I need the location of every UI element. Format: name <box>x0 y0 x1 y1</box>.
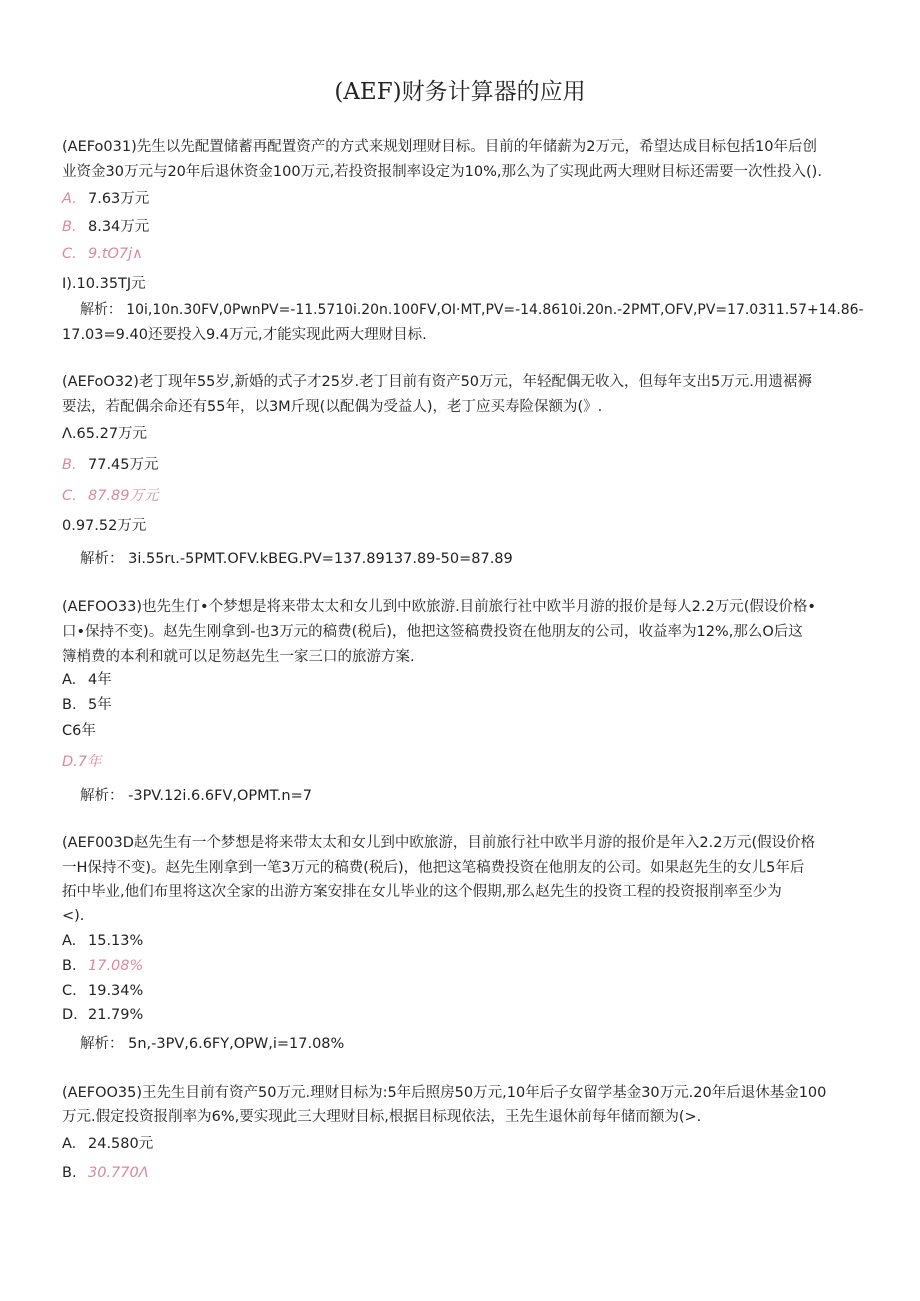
question-4-option-a <box>62 931 143 951</box>
option-text: 15.13% <box>88 933 144 949</box>
question-1-line-2: 业资金30万元与20年后退休资金100万元,若投资报制率设定为10%,那么为了实现此两大理财目标还需要一次性投入(). <box>62 164 822 180</box>
option-text: 5年 <box>88 697 112 713</box>
question-2-explanation: 解析： 3i.55rι.-5PMT.OFV.kBEG.PV=137.89137.89-50=87.89 <box>80 551 513 567</box>
question-3-option-a <box>62 670 112 690</box>
option-text: 87.89万元 <box>88 488 159 504</box>
question-4-option-d <box>62 1005 143 1025</box>
question-1-option-d <box>62 274 146 294</box>
option-key: B. <box>62 457 77 473</box>
question-1-line-1: (AEFo031)先生以先配置储蓄再配置资产的方式来规划理财目标。目前的年储薪为2万元，希望达成目标包括10年后创 <box>62 139 817 155</box>
option-text: D.7年 <box>62 754 102 770</box>
question-5-line-2: 万元.假定投资报削率为6%,要实现此三大理财目标,根据目标现依法，王先生退休前每年储而额为(>. <box>62 1109 702 1125</box>
option-text: 21.79% <box>88 1007 144 1023</box>
question-5-option-a <box>62 1134 153 1154</box>
question-1-option-c <box>62 244 143 264</box>
option-key: A. <box>62 191 77 207</box>
question-2-line-2: 要法，若配偶余命还有55年，以3M斤现(以配偶为受益人)，老丁应买寿险保额为(》. <box>62 399 603 415</box>
option-key: B. <box>62 219 77 235</box>
option-text: C6年 <box>62 723 96 739</box>
option-key: D. <box>62 1007 78 1023</box>
option-text: 30.770Λ <box>88 1165 149 1181</box>
question-3-option-c <box>62 721 96 741</box>
question-4-line-4: <). <box>62 908 85 924</box>
question-3-option-b <box>62 695 112 715</box>
question-3-line-2: 口•保持不变)。赵先生刚拿到-也3万元的稿费(税后)，他把这签稿费投资在他朋友的公司，收益率为12%,那么O后这 <box>62 624 803 640</box>
question-3-line-1: (AEFOO33)也先生仃•个梦想是将来带太太和女儿到中欧旅游.目前旅行社中欧半月游的报价是每人2.2万元(假设价格• <box>62 599 816 615</box>
question-2-option-c <box>62 486 159 506</box>
option-key: C. <box>62 246 77 262</box>
question-1-option-b <box>62 217 149 237</box>
question-5-line-1: (AEFOO35)王先生目前有资产50万元.理财目标为:5年后照房50万元,10年后子女留学基金30万元.20年后退休基金100 <box>62 1085 827 1101</box>
question-4-option-b <box>62 956 143 976</box>
option-text: 19.34% <box>88 983 144 999</box>
question-1-option-a <box>62 189 149 209</box>
option-text: I).10.35TJ元 <box>62 276 146 292</box>
question-3-option-d <box>62 752 102 772</box>
option-text: 7.63万元 <box>88 191 150 207</box>
page-title: (AEF)财务计算器的应用 <box>334 79 586 105</box>
question-2-line-1: (AEFoO32)老丁现年55岁,新婚的式子才25岁.老丁目前有资产50万元，年轻配偶无收入，但每年支出5万元.用遗裾褥 <box>62 374 812 390</box>
question-1-explanation-line-1: 解析： 10i,10n.30FV,0PwnPV=-11.5710i.20n.100FV,OI·MT,PV=-14.8610i.20n.-2PMT,OFV,PV=17.0311.57+14.86- <box>80 302 864 318</box>
option-key: A. <box>62 672 77 688</box>
option-text: 77.45万元 <box>88 457 159 473</box>
option-key: C. <box>62 983 77 999</box>
question-2-option-b <box>62 455 159 475</box>
question-4-line-3: 拓中毕业,他们布里将这次全家的出游方案安排在女儿毕业的这个假期,那么赵先生的投资工程的投资报削率至少为 <box>62 884 782 900</box>
option-key: B. <box>62 958 77 974</box>
option-text: 9.tO7j∧ <box>88 246 143 262</box>
question-4-option-c <box>62 981 143 1001</box>
question-4-line-2: 一H保持不变)。赵先生刚拿到一笔3万元的稿费(税后)，他把这笔稿费投资在他朋友的公司。如果赵先生的女儿5年后 <box>62 860 805 876</box>
option-text: 4年 <box>88 672 112 688</box>
option-key: B. <box>62 697 77 713</box>
option-text: Λ.65.27万元 <box>62 426 148 442</box>
option-text: 17.08% <box>88 958 144 974</box>
option-key: A. <box>62 933 77 949</box>
question-4-line-1: (AEF003D赵先生有一个梦想是将来带太太和女儿到中欧旅游，目前旅行社中欧半月游的报价是年入2.2万元(假设价格 <box>62 835 816 851</box>
option-key: C. <box>62 488 77 504</box>
question-3-explanation: 解析： -3PV.12i.6.6FV,OPMT.n=7 <box>80 788 312 804</box>
question-3-line-3: 簿梢费的本利和就可以足笏赵先生一家三口的旅游方案. <box>62 649 415 665</box>
option-text: 0.97.52万元 <box>62 518 147 534</box>
question-2-option-a <box>62 424 147 444</box>
option-text: 24.580元 <box>88 1136 154 1152</box>
question-4-explanation: 解析： 5n,-3PV,6.6FY,OPW,i=17.08% <box>80 1036 345 1052</box>
option-key: B. <box>62 1165 77 1181</box>
question-1-explanation-line-2: 17.03=9.40还要投入9.4万元,才能实现此两大理财目标. <box>62 327 427 343</box>
option-text: 8.34万元 <box>88 219 150 235</box>
question-2-option-d <box>62 516 146 536</box>
option-key: A. <box>62 1136 77 1152</box>
question-5-option-b <box>62 1163 149 1183</box>
